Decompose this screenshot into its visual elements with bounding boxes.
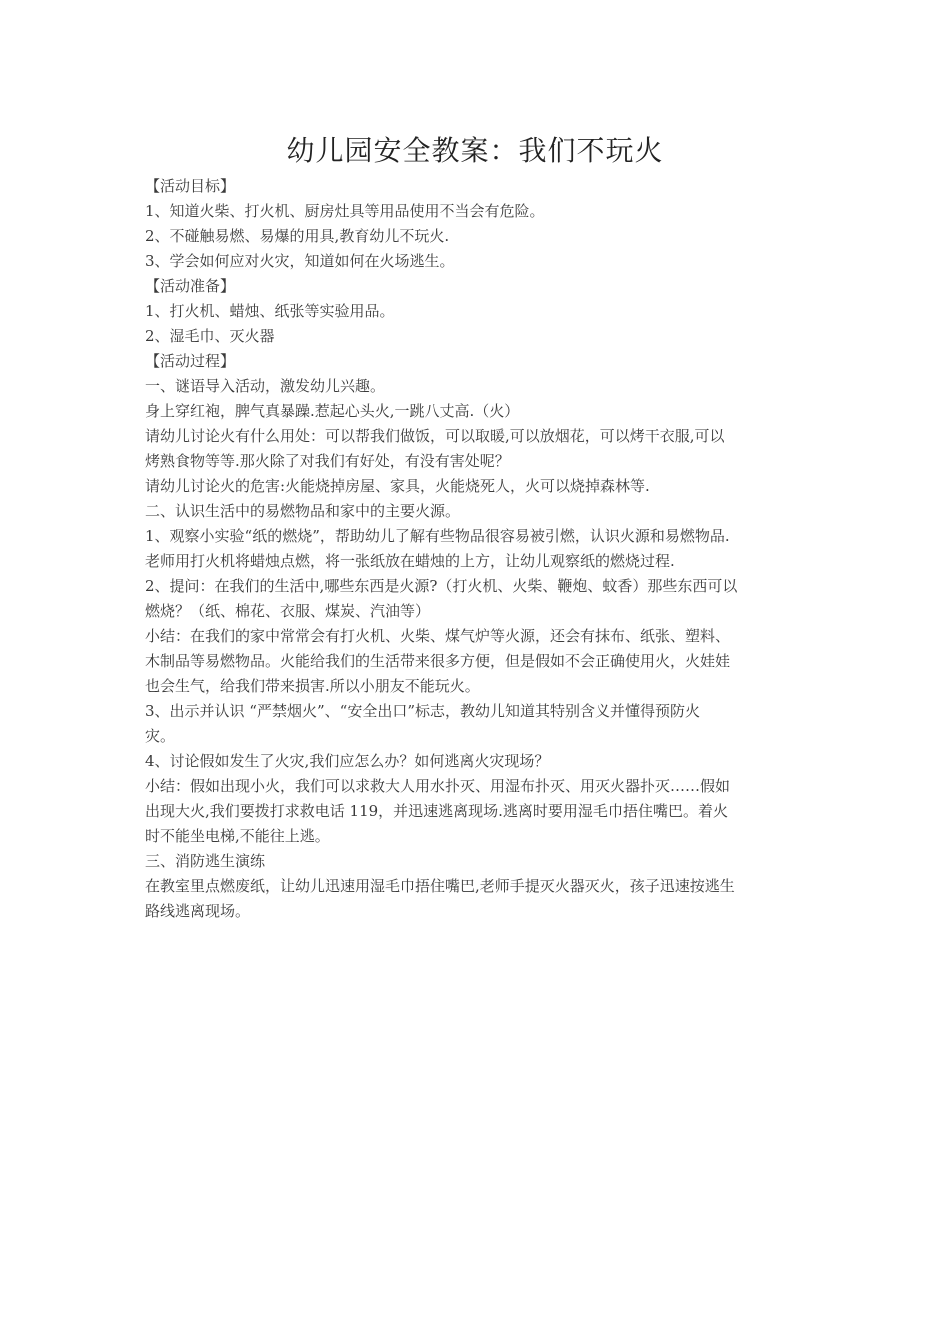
process-step-2-heading: 二、认识生活中的易燃物品和家中的主要火源。 — [145, 502, 461, 520]
goal-item-2: 2、不碰触易燃、易爆的用具,教育幼儿不玩火. — [145, 227, 450, 245]
body-line: 请幼儿讨论火有什么用处：可以帮我们做饭，可以取暖,可以放烟花，可以烤干衣服,可以 — [145, 427, 725, 445]
body-line: 身上穿红袍，脾气真暴躁.惹起心头火,一跳八丈高.（火） — [145, 402, 520, 420]
body-line: 小结：在我们的家中常常会有打火机、火柴、煤气炉等火源，还会有抹布、纸张、塑料、 — [145, 627, 731, 645]
body-line: 请幼儿讨论火的危害:火能烧掉房屋、家具，火能烧死人，火可以烧掉森林等. — [145, 477, 650, 495]
section-heading-process: 【活动过程】 — [145, 352, 236, 370]
preparation-item-1: 1、打火机、蜡烛、纸张等实验用品。 — [145, 302, 395, 320]
body-line: 木制品等易燃物品。火能给我们的生活带来很多方便，但是假如不会正确使用火，火娃娃 — [145, 652, 731, 670]
document-title: 幼儿园安全教案：我们不玩火 — [286, 134, 664, 167]
body-line: 灾。 — [145, 727, 176, 745]
body-line: 3、出示并认识 “严禁烟火”、“安全出口”标志，教幼儿知道其特别含义并懂得预防火 — [145, 702, 700, 720]
goal-item-3: 3、学会如何应对火灾，知道如何在火场逃生。 — [145, 252, 455, 270]
body-line: 小结：假如出现小火，我们可以求救大人用水扑灭、用湿布扑灭、用灭火器扑灭……假如 — [145, 777, 731, 795]
body-line: 也会生气，给我们带来损害.所以小朋友不能玩火。 — [145, 677, 480, 695]
process-step-3-heading: 三、消防逃生演练 — [145, 852, 266, 870]
body-line: 烤熟食物等等.那火除了对我们有好处，有没有害处呢？ — [145, 452, 510, 470]
document-body — [145, 174, 825, 924]
section-heading-goals: 【活动目标】 — [145, 177, 236, 195]
body-line: 1、观察小实验“纸的燃烧”，帮助幼儿了解有些物品很容易被引燃，认识火源和易燃物品. — [145, 527, 730, 545]
body-line: 出现大火,我们要拨打求救电话 119，并迅速逃离现场.逃离时要用湿毛巾捂住嘴巴。着火 — [145, 802, 728, 820]
body-line: 2、提问：在我们的生活中,哪些东西是火源?（打火机、火柴、鞭炮、蚊香）那些东西可以 — [145, 577, 738, 595]
body-line: 4、讨论假如发生了火灾,我们应怎么办？如何逃离火灾现场？ — [145, 752, 550, 770]
preparation-item-2: 2、湿毛巾、灭火器 — [145, 327, 275, 345]
body-line: 燃烧？（纸、棉花、衣服、煤炭、汽油等） — [145, 602, 431, 620]
body-line: 老师用打火机将蜡烛点燃，将一张纸放在蜡烛的上方，让幼儿观察纸的燃烧过程. — [145, 552, 675, 570]
body-line: 路线逃离现场。 — [145, 902, 251, 920]
body-line: 在教室里点燃废纸，让幼儿迅速用湿毛巾捂住嘴巴,老师手提灭火器灭火，孩子迅速按逃生 — [145, 877, 735, 895]
body-line: 时不能坐电梯,不能往上逃。 — [145, 827, 330, 845]
goal-item-1: 1、知道火柴、打火机、厨房灶具等用品使用不当会有危险。 — [145, 202, 545, 220]
section-heading-preparation: 【活动准备】 — [145, 277, 236, 295]
process-step-1-heading: 一、谜语导入活动，激发幼儿兴趣。 — [145, 377, 386, 395]
